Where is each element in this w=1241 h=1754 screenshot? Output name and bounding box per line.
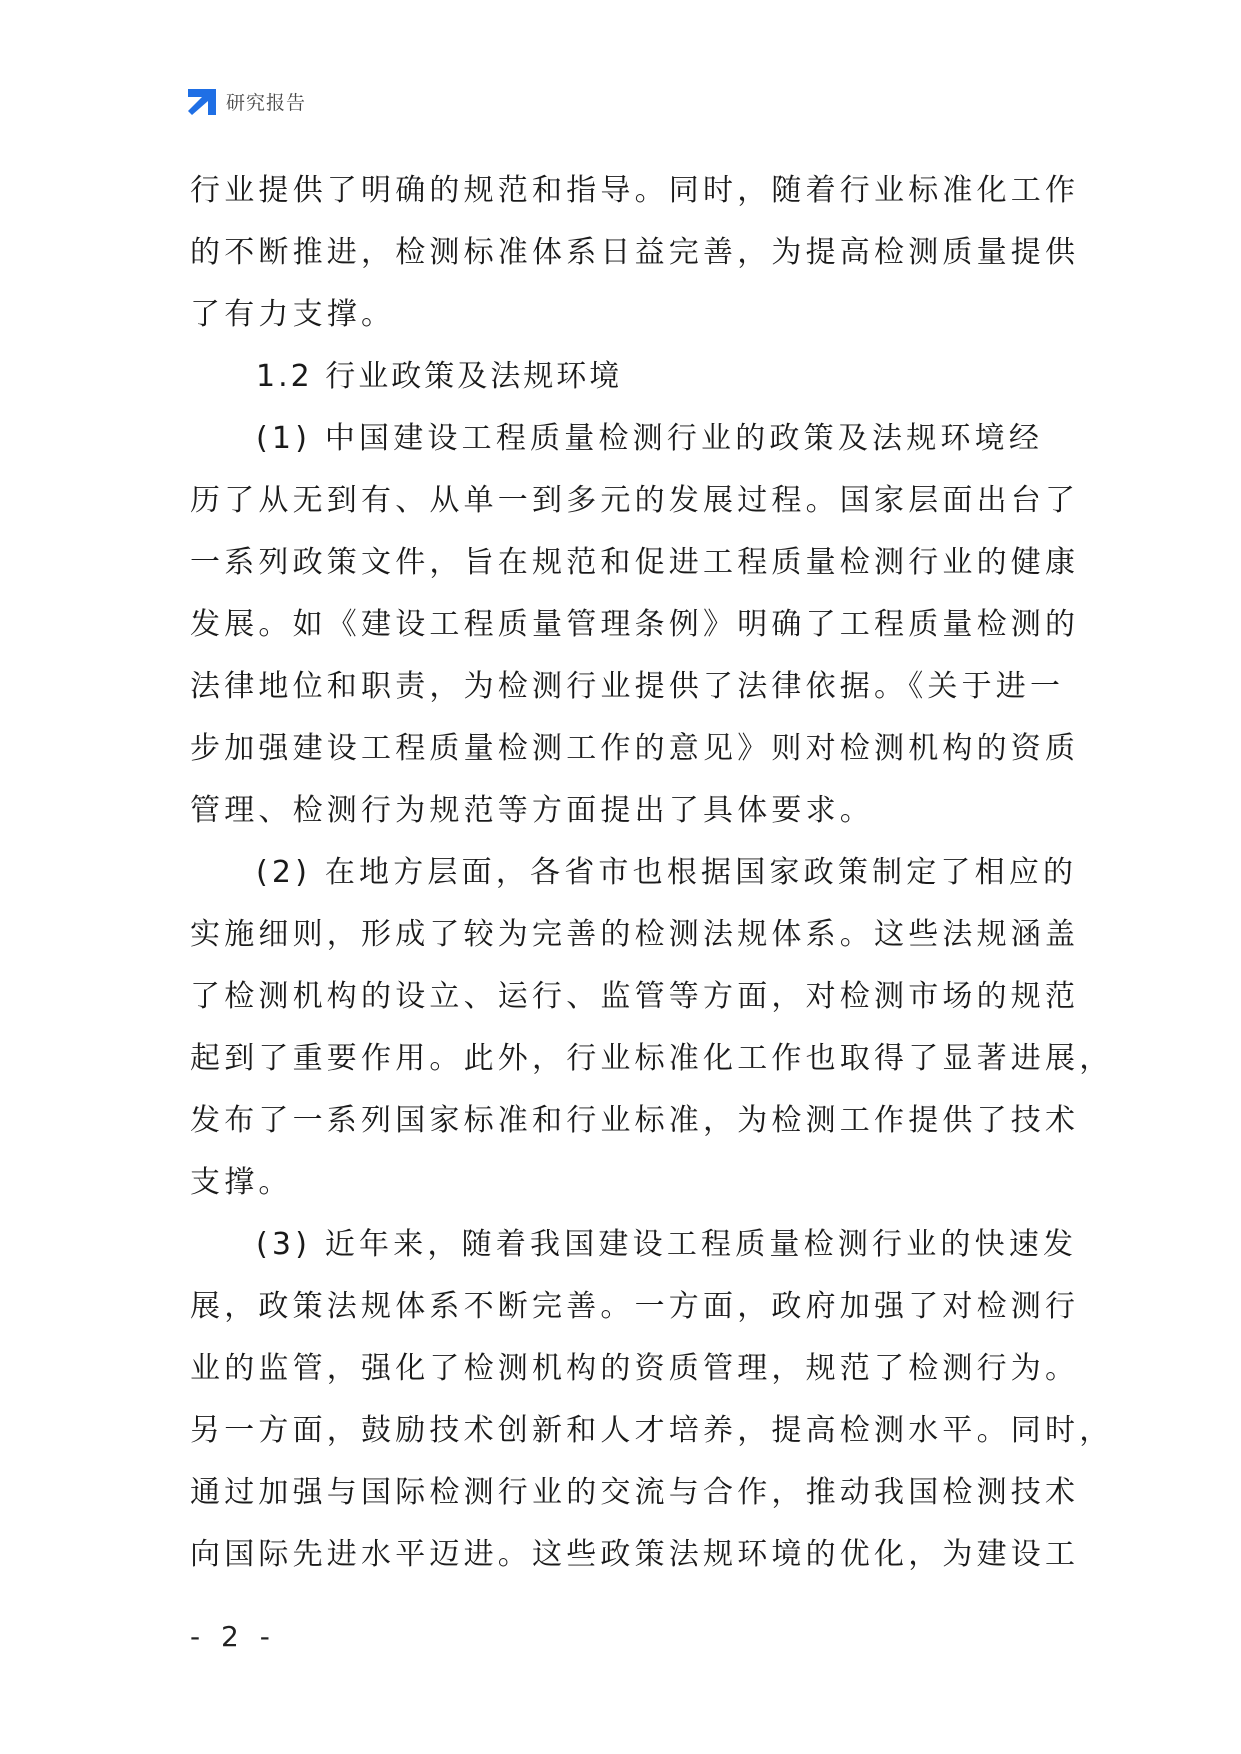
page-number: - 2 -	[190, 1620, 276, 1653]
text-line: 法律地位和职责，为检测行业提供了法律依据。《关于进一	[190, 669, 1065, 704]
text-line: 一系列政策文件，旨在规范和促进工程质量检测行业的健康	[190, 545, 1080, 580]
text-line: 起到了重要作用。此外，行业标准化工作也取得了显著进展，	[190, 1041, 1114, 1076]
text-line: 管理、检测行为规范等方面提出了具体要求。	[190, 793, 874, 828]
text-line: (3) 近年来，随着我国建设工程质量检测行业的快速发	[256, 1227, 1078, 1262]
text-line: 业的监管，强化了检测机构的资质管理，规范了检测行为。	[190, 1351, 1080, 1386]
text-line: 支撑。	[190, 1165, 293, 1200]
text-line: 实施细则，形成了较为完善的检测法规体系。这些法规涵盖	[190, 917, 1080, 952]
text-line: 了检测机构的设立、运行、监管等方面，对检测市场的规范	[190, 979, 1080, 1014]
page-header	[188, 88, 306, 115]
text-line: 发布了一系列国家标准和行业标准，为检测工作提供了技术	[190, 1103, 1080, 1138]
text-line: 发展。如《建设工程质量管理条例》明确了工程质量检测的	[190, 607, 1080, 642]
text-line: 展，政策法规体系不断完善。一方面，政府加强了对检测行	[190, 1289, 1080, 1324]
text-line: (1) 中国建设工程质量检测行业的政策及法规环境经	[256, 421, 1044, 456]
arrow-up-right-icon	[188, 89, 216, 115]
text-line: 另一方面，鼓励技术创新和人才培养，提高检测水平。同时，	[190, 1413, 1114, 1448]
text-line: 步加强建设工程质量检测工作的意见》则对检测机构的资质	[190, 731, 1080, 766]
document-body	[190, 160, 1114, 1586]
section-heading: 1.2 行业政策及法规环境	[256, 359, 623, 394]
text-line: 通过加强与国际检测行业的交流与合作，推动我国检测技术	[190, 1475, 1080, 1510]
text-line: 了有力支撑。	[190, 297, 396, 332]
text-line: 行业提供了明确的规范和指导。同时，随着行业标准化工作	[190, 173, 1080, 208]
text-line: 的不断推进，检测标准体系日益完善，为提高检测质量提供	[190, 235, 1080, 270]
text-line: 向国际先进水平迈进。这些政策法规环境的优化，为建设工	[190, 1537, 1080, 1572]
text-line: (2) 在地方层面，各省市也根据国家政策制定了相应的	[256, 855, 1078, 890]
text-line: 历了从无到有、从单一到多元的发展过程。国家层面出台了	[190, 483, 1080, 518]
report-label: 研究报告	[226, 92, 307, 114]
